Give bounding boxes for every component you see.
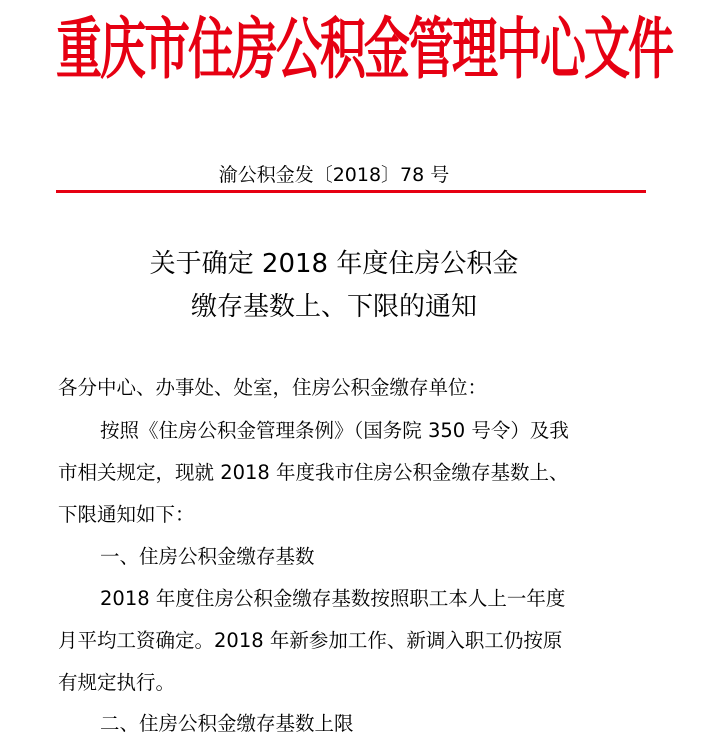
document-number: 渝公积金发〔2018〕78 号: [218, 164, 450, 186]
paragraph-1-line-3: 下限通知如下：: [58, 503, 195, 526]
paragraph-1-line-2: 市相关规定，现就 2018 年度我市住房公积金缴存基数上、: [58, 461, 569, 484]
notice-title-line-2: 缴存基数上、下限的通知: [190, 292, 477, 322]
notice-title-line-1: 关于确定 2018 年度住房公积金: [149, 249, 519, 279]
paragraph-1-line-1: 按照《住房公积金管理条例》（国务院 350 号令）及我: [100, 419, 569, 442]
section-2-heading: 二、住房公积金缴存基数上限: [100, 712, 354, 735]
document-header-title: 重庆市住房公积金管理中心文件: [56, 9, 672, 89]
section-1-line-1: 2018 年度住房公积金缴存基数按照职工本人上一年度: [100, 587, 566, 610]
section-1-heading: 一、住房公积金缴存基数: [100, 545, 315, 568]
salutation: 各分中心、办事处、处室，住房公积金缴存单位：: [58, 376, 488, 399]
section-1-line-3: 有规定执行。: [58, 671, 176, 694]
section-1-line-2: 月平均工资确定。2018 年新参加工作、新调入职工仍按原: [58, 629, 563, 652]
red-divider-line: [56, 190, 646, 193]
